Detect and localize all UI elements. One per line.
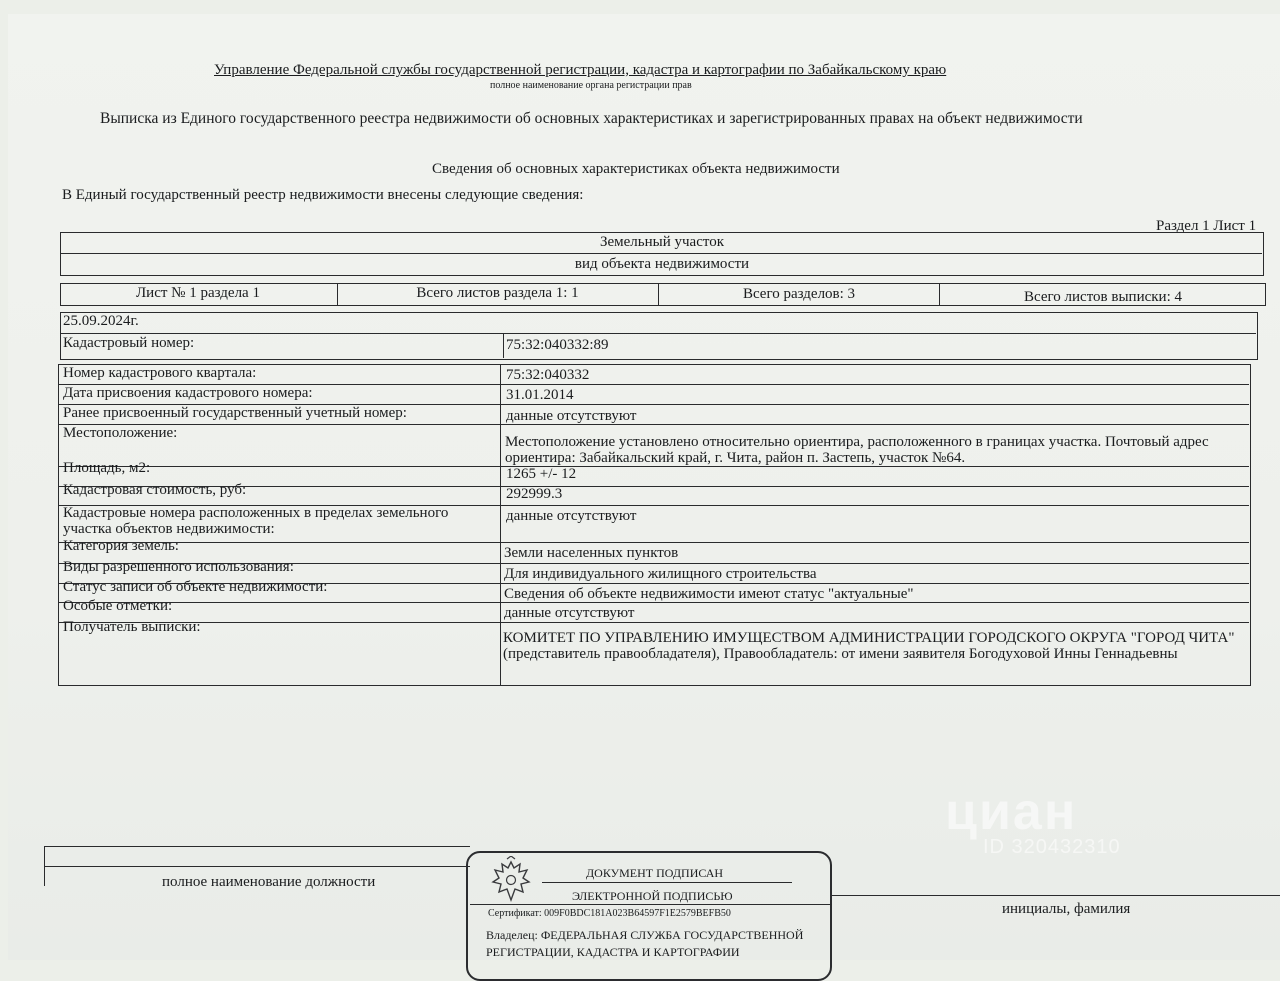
row-value: данные отсутствуют <box>506 508 637 524</box>
initials-caption: инициалы, фамилия <box>1002 901 1131 917</box>
row-label: Местоположение: <box>63 425 178 441</box>
object-type: Земельный участок <box>599 234 725 250</box>
total-sheets-section: Всего листов раздела 1: 1 <box>416 285 579 301</box>
razdel-label: Раздел 1 Лист 1 <box>1156 218 1257 234</box>
total-sections: Всего разделов: 3 <box>742 286 856 302</box>
row-label: Категория земель: <box>63 538 179 554</box>
section-intro: В Единый государственный реестр недвижимости внесены следующие сведения: <box>62 187 584 203</box>
row-label: Дата присвоения кадастрового номера: <box>63 385 313 401</box>
row-label: Кадастровая стоимость, руб: <box>63 482 247 498</box>
row-value: Местоположение установлено относительно ориентира, расположенного в границах участка. Почтовый адрес ориентира: Забайкальский край, г. Чита, район п. Застепь, участок №64. <box>505 434 1209 466</box>
sheet-number: Лист № 1 раздела 1 <box>136 285 260 301</box>
row-label: Площадь, м2: <box>63 460 151 476</box>
row-label: Кадастровые номера расположенных в пределах земельного участка объектов недвижимости: <box>63 505 449 537</box>
position-caption: полное наименование должности <box>162 874 376 890</box>
double-headed-eagle-icon <box>490 856 532 906</box>
total-sheets-extract: Всего листов выписки: 4 <box>1024 289 1182 305</box>
cadastral-number-value: 75:32:040332:89 <box>506 337 609 353</box>
row-label: Статус записи об объекте недвижимости: <box>63 579 328 595</box>
cian-logo-icon: циан <box>945 783 1078 841</box>
stamp-owner-line1: Владелец: ФЕДЕРАЛЬНАЯ СЛУЖБА ГОСУДАРСТВЕННОЙ <box>486 928 804 942</box>
stamp-certificate: Сертификат: 009F0BDC181A023B64597F1E2579BEFB50 <box>488 908 731 919</box>
row-value: Сведения об объекте недвижимости имеют статус "актуальные" <box>504 586 914 602</box>
row-label: Номер кадастрового квартала: <box>63 365 257 381</box>
row-value: 292999.3 <box>506 486 563 502</box>
initials-line <box>832 895 1280 896</box>
row-label: Виды разрешенного использования: <box>63 559 294 575</box>
watermark-id: ID 320432310 <box>983 836 1121 858</box>
row-value: 75:32:040332 <box>506 367 590 383</box>
row-value: 1265 +/- 12 <box>506 466 577 482</box>
row-label: Получатель выписки: <box>63 619 201 635</box>
row-label: Особые отметки: <box>63 598 173 614</box>
stamp-line2: ЭЛЕКТРОННОЙ ПОДПИСЬЮ <box>572 889 733 903</box>
row-value: Земли населенных пунктов <box>504 545 679 561</box>
footer-line-top <box>44 846 470 847</box>
row-value: данные отсутствуют <box>506 408 637 424</box>
registration-authority: Управление Федеральной службы государственной регистрации, кадастра и картографии по Забайкальскому краю <box>214 62 947 78</box>
row-value: 31.01.2014 <box>506 387 574 403</box>
cadastral-box <box>60 312 1258 360</box>
section-title: Сведения об основных характеристиках объекта недвижимости <box>432 161 840 177</box>
stamp-line1: ДОКУМЕНТ ПОДПИСАН <box>586 866 724 880</box>
object-type-caption: вид объекта недвижимости <box>574 256 750 272</box>
authority-caption: полное наименование органа регистрации прав <box>490 80 692 91</box>
stamp-divider <box>542 882 792 883</box>
stamp-divider <box>470 904 832 905</box>
cian-watermark <box>945 782 1121 859</box>
stamp-owner-line2: РЕГИСТРАЦИИ, КАДАСТРА И КАРТОГРАФИИ <box>486 945 740 959</box>
extract-date: 25.09.2024г. <box>63 313 139 329</box>
footer-line-mid <box>44 866 470 867</box>
row-value: данные отсутствуют <box>504 605 635 621</box>
document-title: Выписка из Единого государственного реестра недвижимости об основных характеристиках и зарегистрированных правах на объект недвижимости <box>100 110 1083 127</box>
cadastral-number-label: Кадастровый номер: <box>63 335 195 351</box>
row-value: КОМИТЕТ ПО УПРАВЛЕНИЮ ИМУЩЕСТВОМ АДМИНИСТРАЦИИ ГОРОДСКОГО ОКРУГА "ГОРОД ЧИТА" (представитель правообладателя), Правообладатель: от имени заявителя Богодуховой Инны Геннадьевны <box>503 630 1235 662</box>
row-value: Для индивидуального жилищного строительства <box>504 566 817 582</box>
row-label: Ранее присвоенный государственный учетный номер: <box>63 405 407 421</box>
